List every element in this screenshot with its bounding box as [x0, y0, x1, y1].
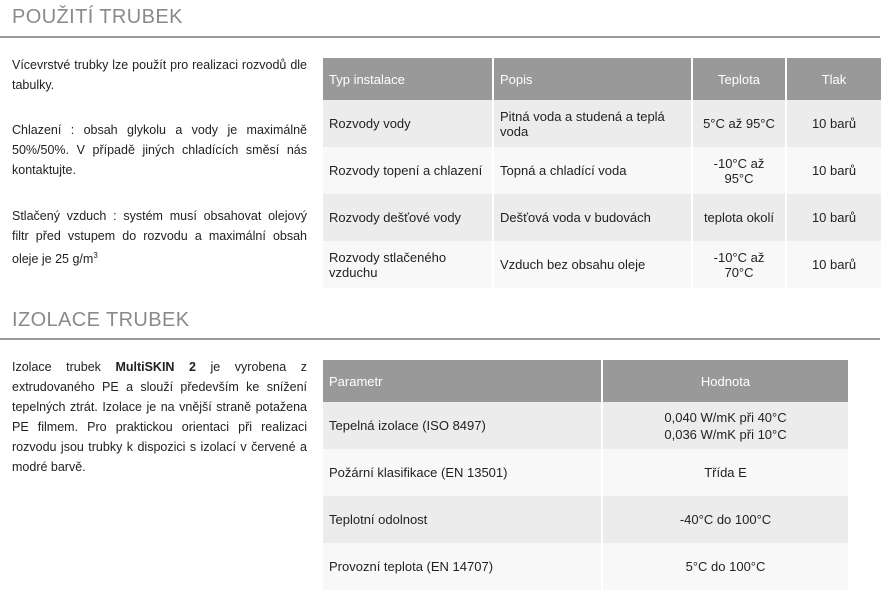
table-row [323, 543, 848, 590]
cell-pressure: 10 barů [786, 194, 881, 241]
table-row [323, 449, 848, 496]
usage-table-header [323, 58, 881, 100]
cooling-note-text: Chlazení : obsah glykolu a vody je maximálně 50%/50%. V případě jiných chladících směsí nás kontaktujte. [12, 123, 307, 177]
section-divider [0, 36, 880, 38]
header-tlak: Tlak [786, 58, 881, 100]
cell-type: Rozvody stlačeného vzduchu [323, 241, 493, 288]
table-row [323, 147, 881, 194]
cell-description: Dešťová voda v budovách [493, 194, 692, 241]
section-title-pouziti: POUŽITÍ TRUBEK [12, 6, 183, 28]
header-hodnota: Hodnota [602, 360, 848, 402]
cell-pressure: 10 barů [786, 147, 881, 194]
value-line-2: 0,036 W/mK při 10°C [664, 426, 787, 442]
cell-pressure: 10 barů [786, 241, 881, 288]
cell-type: Rozvody topení a chlazení [323, 147, 493, 194]
insulation-table [323, 360, 848, 590]
table-row [323, 194, 881, 241]
cell-pressure: 10 barů [786, 100, 881, 147]
insulation-table-header [323, 360, 848, 402]
value-line-1: 0,040 W/mK při 40°C [664, 409, 787, 425]
cell-value: -40°C do 100°C [602, 496, 848, 543]
cell-description: Topná a chladící voda [493, 147, 692, 194]
table-row [323, 402, 848, 449]
cell-temperature: teplota okolí [692, 194, 786, 241]
section-divider [0, 338, 880, 340]
cell-value: 5°C do 100°C [602, 543, 848, 590]
cell-parameter: Tepelná izolace (ISO 8497) [323, 402, 602, 449]
cell-type: Rozvody dešťové vody [323, 194, 493, 241]
table-row [323, 496, 848, 543]
cell-temperature: -10°C až 70°C [692, 241, 786, 288]
cell-temperature: -10°C až 95°C [692, 147, 786, 194]
cell-temperature: 5°C až 95°C [692, 100, 786, 147]
compressed-air-note-main: Stlačený vzduch : systém musí obsahovat olejový filtr před vstupem do rozvodu a maximální obsah oleje je 25 g/m [12, 209, 307, 267]
header-teplota: Teplota [692, 58, 786, 100]
cell-parameter: Teplotní odolnost [323, 496, 602, 543]
table-row [323, 100, 881, 147]
usage-intro-text: Vícevrstvé trubky lze použít pro realizaci rozvodů dle tabulky. [12, 58, 307, 92]
cell-type: Rozvody vody [323, 100, 493, 147]
compressed-air-note-text [12, 206, 307, 269]
section-title-izolace: IZOLACE TRUBEK [12, 309, 190, 331]
product-name: MultiSKIN 2 [115, 360, 196, 374]
header-parametr: Parametr [323, 360, 602, 402]
cell-value [602, 402, 848, 449]
header-typ-instalace: Typ instalace [323, 58, 493, 100]
cell-description: Pitná voda a studená a teplá voda [493, 100, 692, 147]
cell-description: Vzduch bez obsahu oleje [493, 241, 692, 288]
cell-parameter: Provozní teplota (EN 14707) [323, 543, 602, 590]
table-row [323, 241, 881, 288]
cell-value: Třída E [602, 449, 848, 496]
cell-parameter: Požární klasifikace (EN 13501) [323, 449, 602, 496]
usage-table [323, 58, 881, 288]
header-popis: Popis [493, 58, 692, 100]
insulation-text-rest: je vyrobena z extrudovaného PE a slouží především ke snížení tepelných ztrát. Izolace je na vnější straně potažena PE filmem. Pro praktickou orientaci při realizaci rozvodu jsou trubky k dispozici s izolací v červené a modré barvě. [12, 360, 307, 474]
insulation-text-start: Izolace trubek [12, 360, 116, 374]
superscript-three: 3 [93, 251, 98, 260]
insulation-text [12, 357, 307, 477]
